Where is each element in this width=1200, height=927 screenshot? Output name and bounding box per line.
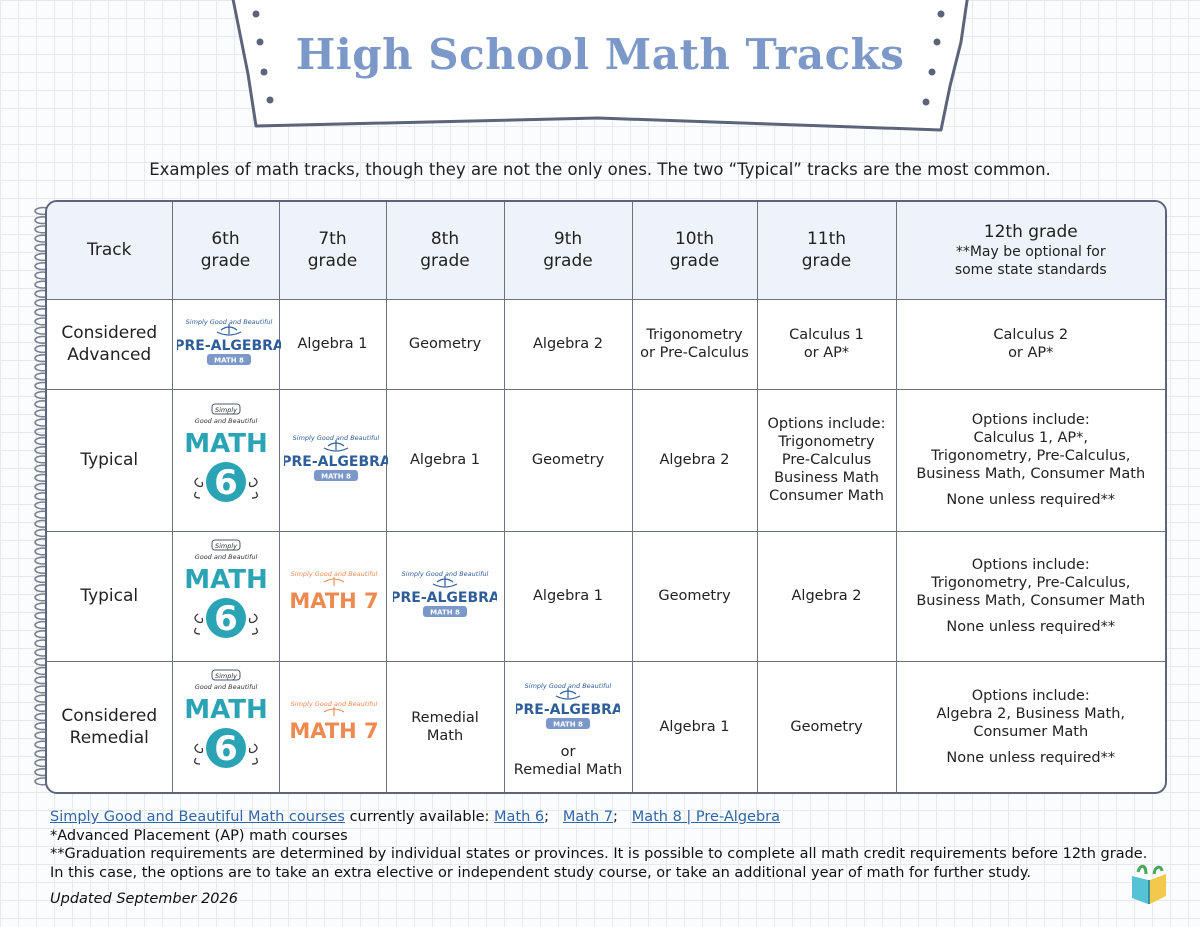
cell-9th: Simply Good and Beautiful PRE-ALGEBRA MATH 8 or Remedial Math (504, 661, 632, 792)
pre-algebra-logo-tagline: Simply Good and Beautiful (524, 682, 612, 691)
pre-algebra-logo-badge: MATH 8 (430, 608, 460, 616)
cell-10th: Algebra 2 (632, 389, 757, 531)
table-row-typical-2 (47, 531, 1165, 661)
math-7-logo-tagline: Simply Good and Beautiful (290, 700, 377, 709)
cell-8th: Geometry (386, 299, 504, 389)
pre-algebra-logo-name: PRE-ALGEBRA (283, 453, 388, 470)
book-logo (1128, 862, 1170, 906)
pre-algebra-logo (516, 674, 620, 743)
cell-12th: Options include: Algebra 2, Business Math, Consumer Math None unless required** (896, 661, 1165, 792)
footer-notes (50, 808, 1147, 882)
cell-9th: Algebra 2 (504, 299, 632, 389)
math-7-logo-tagline: Simply Good and Beautiful (290, 569, 377, 578)
cell-6th (172, 389, 279, 531)
header-track: Track (47, 202, 172, 299)
courses-link[interactable]: Simply Good and Beautiful Math courses (50, 809, 345, 825)
math-6-logo-tagline-1: Simply (214, 405, 237, 414)
header-7th-grade: 7th grade (279, 202, 386, 299)
header-12th-grade: 12th grade **May be optional for some state standards (896, 202, 1165, 299)
math-6-logo (186, 538, 266, 655)
cell-6th (172, 531, 279, 661)
math-6-logo-tagline-1: Simply (214, 672, 237, 681)
math-7-logo-name: MATH 7 (288, 588, 379, 613)
math-6-logo-tagline-1: Simply (214, 541, 237, 550)
header-11th-grade: 11th grade (757, 202, 896, 299)
cell-12th: Options include: Calculus 1, AP*, Trigonometry, Pre-Calculus, Business Math, Consumer Math None unless required** (896, 389, 1165, 531)
pre-algebra-logo-name: PRE-ALGEBRA (516, 702, 620, 719)
table-row-remedial (47, 661, 1165, 792)
page-subtitle: Examples of math tracks, though they are not the only ones. The two “Typical” tracks are the most common. (149, 160, 1051, 179)
cell-10th: Trigonometry or Pre-Calculus (632, 299, 757, 389)
header-8th-grade: 8th grade (386, 202, 504, 299)
math-7-logo (284, 564, 384, 629)
cell-10th: Algebra 1 (632, 661, 757, 792)
cell-10th: Geometry (632, 531, 757, 661)
math-8-prealgebra-link[interactable]: Math 8 | Pre-Algebra (631, 809, 781, 825)
courses-line: Simply Good and Beautiful Math courses currently available: Math 6; Math 7; Math 8 | Pre-Algebra (50, 809, 781, 825)
cell-7th (279, 661, 386, 792)
cell-8th: Remedial Math (386, 661, 504, 792)
page-title: High School Math Tracks (295, 30, 905, 79)
math-6-logo-number: 6 (213, 598, 238, 639)
pre-algebra-logo-name: PRE-ALGEBRA (393, 589, 497, 606)
table-row-advanced (47, 299, 1165, 389)
header-12th-note: **May be optional for some state standards (954, 244, 1107, 279)
math-6-logo (186, 402, 266, 519)
cell-12th: Options include: Trigonometry, Pre-Calculus, Business Math, Consumer Math None unless required** (896, 531, 1165, 661)
track-label: Considered Remedial (47, 661, 172, 792)
cell-11th: Options include: Trigonometry Pre-Calculus Business Math Consumer Math (757, 389, 896, 531)
pre-algebra-logo-tagline: Simply Good and Beautiful (292, 433, 379, 442)
cell-9th: Geometry (504, 389, 632, 531)
cell-11th: Geometry (757, 661, 896, 792)
header-6th-grade: 6th grade (172, 202, 279, 299)
math-6-logo-tagline-2: Good and Beautiful (194, 552, 257, 561)
math-7-logo-name: MATH 7 (288, 719, 379, 744)
pre-algebra-logo (393, 562, 497, 631)
math-6-logo (186, 668, 266, 785)
math-6-logo-number: 6 (213, 729, 238, 770)
cell-11th: Algebra 2 (757, 531, 896, 661)
cell-11th: Calculus 1 or AP* (757, 299, 896, 389)
cell-7th: Algebra 1 (279, 299, 386, 389)
cell-7th (279, 389, 386, 531)
math-6-logo-tagline-2: Good and Beautiful (194, 683, 257, 692)
pre-algebra-logo-tagline: Simply Good and Beautiful (401, 569, 489, 578)
pre-algebra-logo-name: PRE-ALGEBRA (176, 337, 281, 354)
cell-9th: Algebra 1 (504, 531, 632, 661)
pre-algebra-logo (284, 426, 388, 495)
updated-date: Updated September 2026 (50, 891, 238, 907)
pre-algebra-logo-badge: MATH 8 (553, 720, 583, 729)
graduation-note-1: **Graduation requirements are determined by individual states or provinces. It is possible to complete all math credit requirements before 12th grade. (50, 846, 1148, 862)
cell-6th (172, 661, 279, 792)
track-label: Typical (47, 389, 172, 531)
track-label: Considered Advanced (47, 299, 172, 389)
cell-8th (386, 531, 504, 661)
cell-12th: Calculus 2 or AP* (896, 299, 1165, 389)
math-tracks-table (45, 200, 1167, 794)
table-row-typical-1 (47, 389, 1165, 531)
pre-algebra-logo-badge: MATH 8 (320, 472, 351, 480)
graduation-note-2: In this case, the options are to take an extra elective or independent study course, or take an additional year of math for further study. (50, 864, 1031, 881)
math-6-logo-word: MATH (185, 428, 266, 459)
header-10th-grade: 10th grade (632, 202, 757, 299)
header-9th-grade: 9th grade (504, 202, 632, 299)
ap-note: *Advanced Placement (AP) math courses (50, 827, 348, 844)
pre-algebra-logo (177, 310, 281, 379)
cell-6th (172, 299, 279, 389)
math-6-logo-number: 6 (213, 462, 238, 503)
track-label: Typical (47, 531, 172, 661)
math-6-link[interactable]: Math 6 (494, 809, 545, 825)
math-6-logo-word: MATH (185, 695, 266, 726)
math-7-logo (284, 694, 384, 759)
cell-7th (279, 531, 386, 661)
pre-algebra-logo-tagline: Simply Good and Beautiful (185, 317, 272, 326)
math-6-logo-word: MATH (185, 564, 266, 595)
cell-8th: Algebra 1 (386, 389, 504, 531)
math-7-link[interactable]: Math 7 (562, 809, 613, 825)
math-6-logo-tagline-2: Good and Beautiful (194, 416, 257, 425)
pre-algebra-logo-badge: MATH 8 (213, 356, 244, 364)
